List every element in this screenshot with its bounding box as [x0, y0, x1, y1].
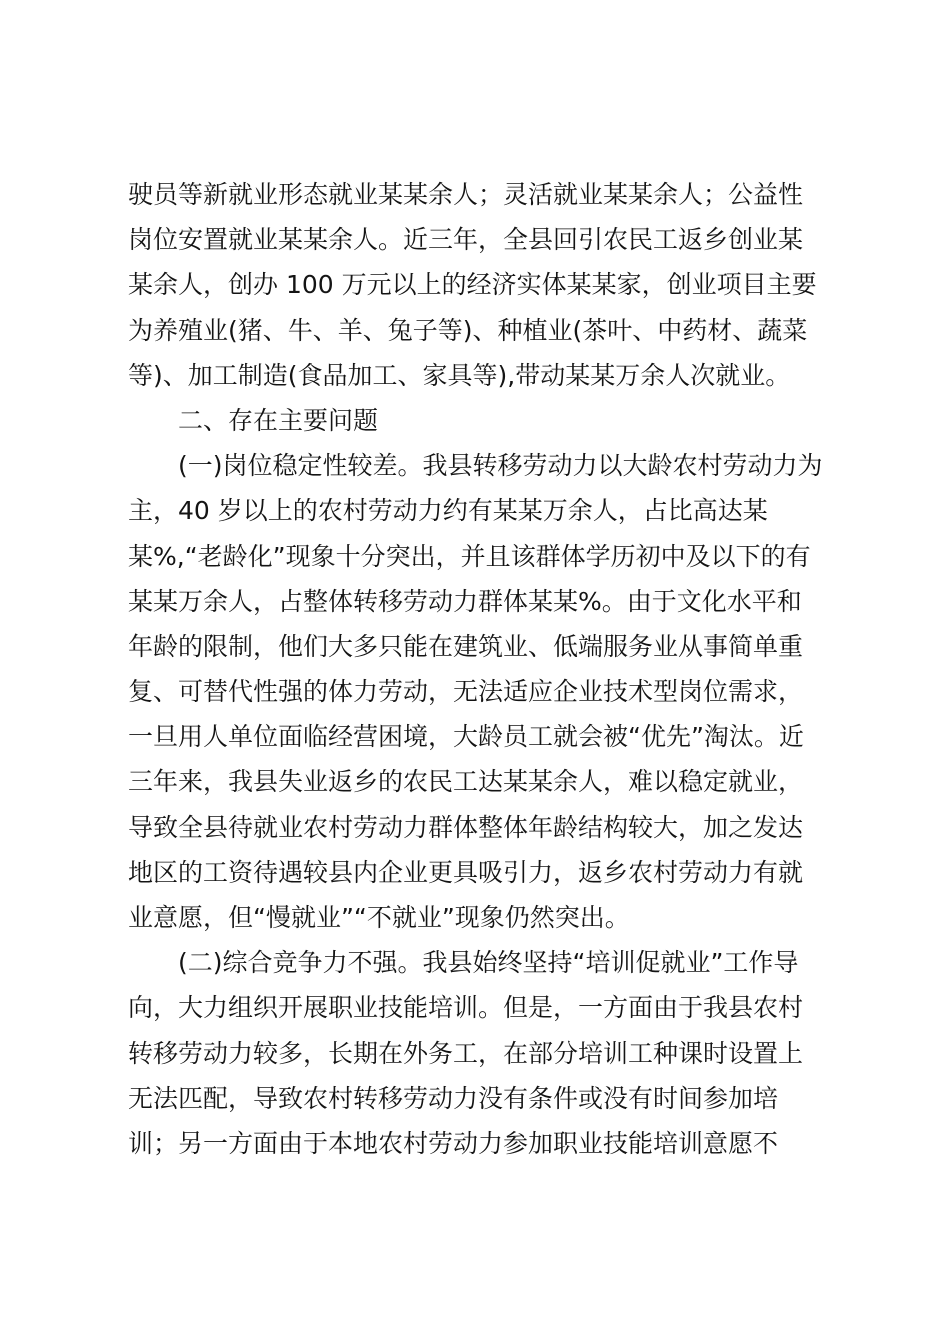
text-line: 训；另一方面由于本地农村劳动力参加职业技能培训意愿不: [128, 1128, 779, 1158]
text-line: 主，40 岁以上的农村劳动力约有某某万余人，占比高达某: [128, 496, 768, 526]
text-line: 等)、加工制造(食品加工、家具等),带动某某万余人次就业。: [128, 360, 791, 390]
text-line: 一旦用人单位面临经营困境，大龄员工就会被“优先”淘汰。近: [128, 722, 804, 752]
text-line: 地区的工资待遇较县内企业更具吸引力，返乡农村劳动力有就: [128, 857, 804, 887]
text-line: 三年来，我县失业返乡的农民工达某某余人，难以稳定就业，: [128, 767, 804, 797]
text-line: 转移劳动力较多，长期在外务工，在部分培训工种课时设置上: [128, 1038, 804, 1068]
text-line: 业意愿，但“慢就业”“不就业”现象仍然突出。: [128, 903, 630, 932]
text-line: (一)岗位稳定性较差。我县转移劳动力以大龄农村劳动力为: [178, 451, 823, 481]
text-line: 导致全县待就业农村劳动力群体整体年龄结构较大，加之发达: [128, 812, 804, 842]
text-line: 向，大力组织开展职业技能培训。但是，一方面由于我县农村: [128, 993, 804, 1023]
text-line: 为养殖业(猪、牛、羊、兔子等)、种植业(茶叶、中药材、蔬菜: [128, 315, 808, 345]
section-heading: 二、存在主要问题: [178, 405, 379, 435]
text-line: 驶员等新就业形态就业某某余人；灵活就业某某余人；公益性: [128, 180, 804, 209]
text-line: 无法匹配，导致农村转移劳动力没有条件或没有时间参加培: [128, 1083, 779, 1113]
text-line: 复、可替代性强的体力劳动，无法适应企业技术型岗位需求，: [128, 677, 804, 707]
text-line: (二)综合竞争力不强。我县始终坚持“培训促就业”工作导: [178, 948, 799, 978]
text-line: 某某万余人，占整体转移劳动力群体某某%。由于文化水平和: [128, 586, 802, 616]
text-line: 年龄的限制，他们大多只能在建筑业、低端服务业从事简单重: [128, 631, 804, 661]
text-line: 某%,“老龄化”现象十分突出，并且该群体学历初中及以下的有: [128, 541, 811, 571]
document-body: [128, 172, 828, 1166]
text-line: 某余人，创办 100 万元以上的经济实体某某家，创业项目主要: [128, 270, 817, 300]
text-line: 岗位安置就业某某余人。近三年，全县回引农民工返乡创业某: [128, 225, 804, 255]
